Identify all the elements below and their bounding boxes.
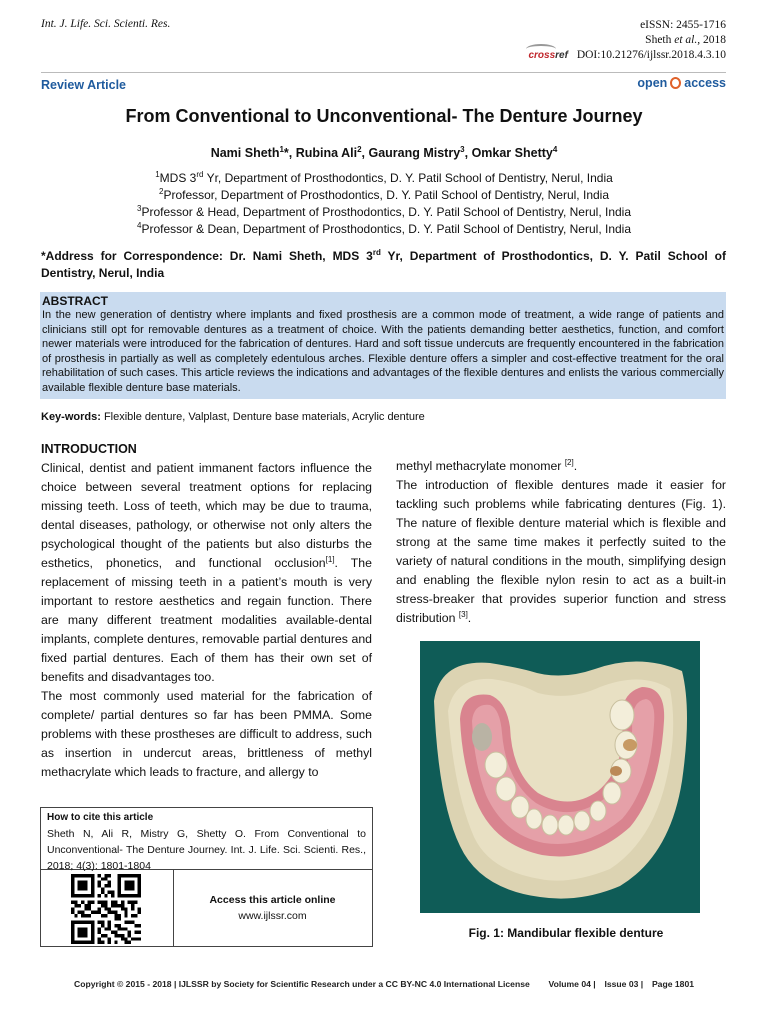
- crossref-logo: crossref: [528, 48, 567, 63]
- cite-info: [41, 808, 372, 870]
- figure-caption: Fig. 1: Mandibular flexible denture: [468, 926, 664, 940]
- citation-ref[interactable]: [1]: [325, 554, 335, 564]
- affiliation-1: $^1$MDS 3rd Yr, Department of Prosthodontics, D. Y. Patil School of Dentistry, Nerul, India: [155, 170, 613, 185]
- eissn: eISSN: 2455-1716: [640, 19, 726, 31]
- page-number: Page 1801: [651, 979, 694, 989]
- header-divider: [41, 72, 726, 73]
- paragraph: methyl methacrylate monomer [2].: [396, 457, 578, 473]
- issue: Issue 03 |: [604, 979, 644, 989]
- qr-code-icon[interactable]: [70, 874, 142, 944]
- affiliation-3: $^3$Professor & Head, Department of Prosthodontics, D. Y. Patil School of Dentistry, Nerul, India: [136, 204, 632, 219]
- abstract-heading: ABSTRACT: [42, 294, 108, 308]
- keywords: Key-words: Flexible denture, Valplast, Denture base materials, Acrylic denture: [41, 411, 425, 423]
- access-label: Access this article online: [209, 894, 336, 906]
- citation-ref[interactable]: [2]: [564, 457, 574, 467]
- paragraph: The introduction of flexible dentures made it easier for tackling such problems while fabricating dentures (Fig. 1). The nature of flexible denture material which is flexible and strong at the same time makes it perfectly suited to the variety of natural conditions in the mouth, simplifying design and enabling the flexible nylon resin to act as a built-in stress-breaker that provides superior function and stress distribution [3].: [396, 478, 726, 625]
- doi-line: [528, 48, 726, 63]
- header-meta: [528, 18, 726, 63]
- affiliation-2: $^2$Professor, Department of Prosthodontics, D. Y. Patil School of Dentistry, Nerul, India: [159, 187, 609, 202]
- affiliations: [0, 170, 768, 238]
- doi-link[interactable]: DOI:10.21276/ijlssr.2018.4.3.10: [576, 49, 726, 62]
- correspondence: *Address for Correspondence: Dr. Nami Sheth, MDS 3rd Yr, Department of Prosthodontics, D. Y. Patil School of Dentistry, Nerul, India: [41, 248, 727, 280]
- journal-name: Int. J. Life. Sci. Scienti. Res.: [41, 18, 171, 30]
- author-list: Nami Sheth$^1$*, Rubina Ali$^2$, Gaurang Mistry$^3$, Omkar Shetty$^4$: [210, 144, 558, 160]
- paragraph: Clinical, dentist and patient immanent factors influence the choice between several treatment options for replacing missing teeth. Loss of teeth, which may be due to trauma, dental diseases, pathology, or otherwise not only alters the psychological thought of the patients but also disturbs the esthetics, phonetics, and functional occlusion[1]. The replacement of missing teeth in a patient’s mouth is very important to restore aesthetics and regain function. There are many different treatment modalities available-dental implants, complete dentures, removable partial dentures and fixed partial dentures. Each of them has their own set of benefits and disadvantages too.: [41, 461, 372, 684]
- copyright: Copyright © 2015 - 2018 | IJLSSR by Society for Scientific Research under a CC BY-NC 4.0 International License: [74, 979, 530, 989]
- cite-heading: How to cite this article: [47, 812, 154, 823]
- abstract-text: In the new generation of dentistry where implants and fixed prosthesis are a common mode of treatment, a wide range of patients and clinicians still opt for removable dentures as a treatment of choice. With the patients demanding better aesthetics, function, and comfort newer materials were introduced for the fabrication of dentures. Hard and soft tissue undercuts are frequently encountered in the fabrication of prosthesis in partially as well as completely edentulous arches. Flexible denture offers a simpler and cost-effective treatment for the oral rehabilitation of such cases. This article reviews the indications and advantages of the flexible dentures and enlists the various commercially available flexible denture base materials.: [42, 309, 724, 394]
- left-column: [41, 440, 372, 782]
- citation-box: [40, 807, 373, 947]
- abstract-box: [40, 292, 726, 399]
- open-access-logo: open access: [637, 76, 726, 90]
- article-title: From Conventional to Unconventional- The Denture Journey: [125, 106, 643, 126]
- right-column: [396, 457, 726, 628]
- affiliation-4: $^4$Professor & Dean, Department of Prosthodontics, D. Y. Patil School of Dentistry, Nerul, India: [136, 221, 632, 236]
- website-link[interactable]: www.ijlssr.com: [238, 910, 307, 922]
- cite-text: Sheth N, Ali R, Mistry G, Shetty O. From Conventional to Unconventional- The Denture Journey. Int. J. Life. Sci. Scienti. Res., 2018; 4(3): 1801-1804: [47, 828, 366, 872]
- page-footer: [0, 979, 768, 989]
- denture-image: [420, 641, 700, 913]
- citation-ref[interactable]: [3]: [458, 609, 468, 619]
- author-year: Sheth et al., 2018: [645, 34, 726, 46]
- qr-cell: [41, 870, 174, 946]
- figure-1-photo: [420, 641, 700, 913]
- access-online: [173, 870, 372, 946]
- volume: Volume 04 |: [548, 979, 596, 989]
- article-type: Review Article: [41, 78, 126, 92]
- section-heading-introduction: INTRODUCTION: [41, 442, 137, 456]
- lock-icon: [670, 77, 681, 89]
- paragraph: The most commonly used material for the fabrication of complete/ partial dentures so far has been PMMA. Some problems with these prostheses are difficult to address, such as insertion in undercut areas, brittleness of methyl methacrylate which leads to fracture, and allergy to: [41, 689, 372, 779]
